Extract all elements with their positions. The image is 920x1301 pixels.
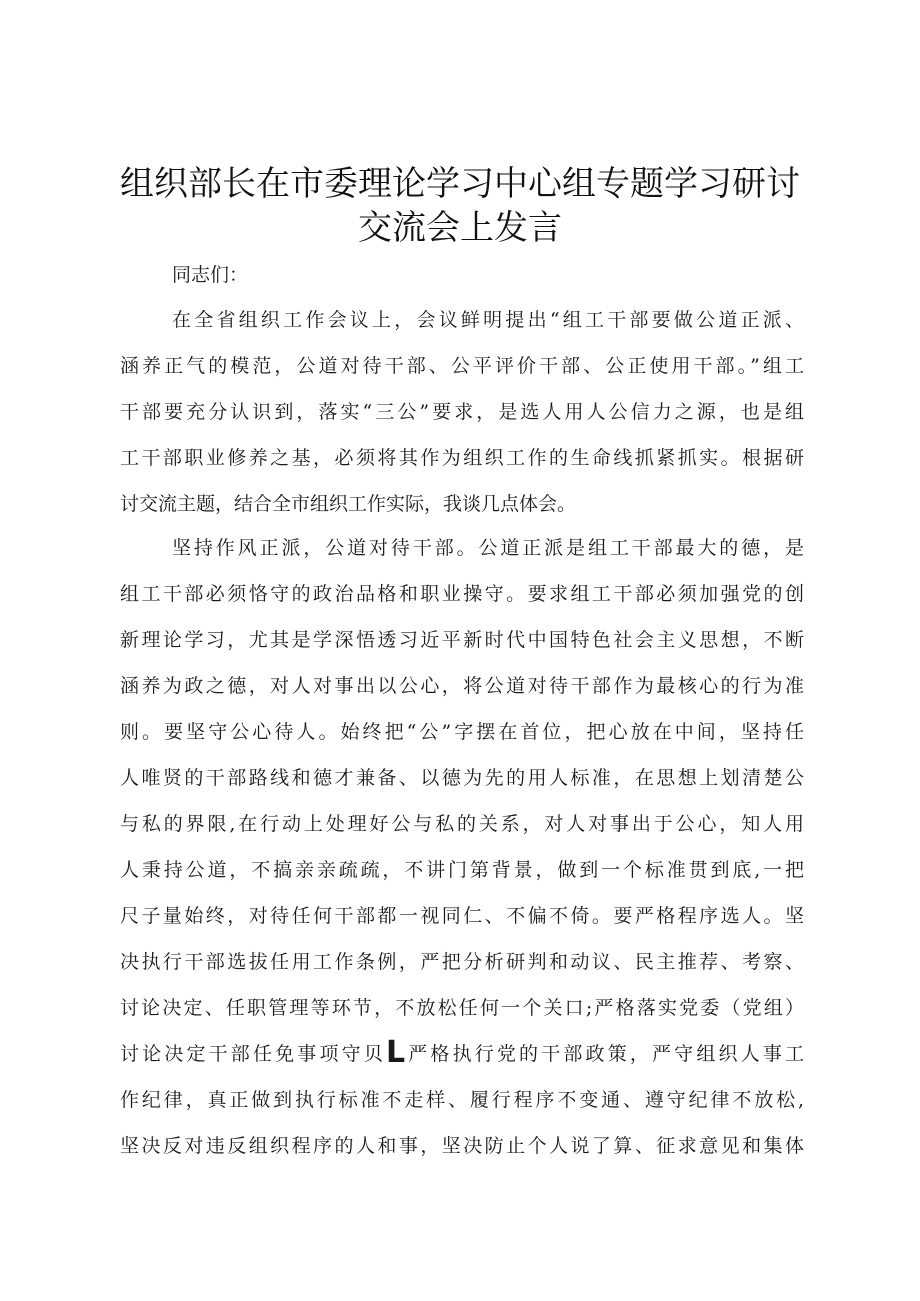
paragraph-2-line: 涵养为政之德，对人对事出以公心，将公道对待干部作为最核心的行为准 <box>120 675 804 697</box>
paragraph-2-line: 与私的界限,在行动上处理好公与私的关系，对人对事出于公心，知人用 <box>120 813 804 835</box>
paragraph-1-line: 在全省组织工作会议上，会议鲜明提出“组工干部要做公道正派、 <box>172 309 804 331</box>
paragraph-2-line: 讨论决定、任职管理等环节，不放松任何一个关口;严格落实党委（党组） <box>120 997 804 1019</box>
paragraph-2-line: 决执行干部选拔任用工作条例，严把分析研判和动议、民主推荐、考察、 <box>120 951 804 973</box>
line-text-before-mark: 讨论决定干部任免事项守贝 <box>120 1043 386 1065</box>
document-title-line-2: 交流会上发言 <box>358 208 562 248</box>
paragraph-1-line: 工干部职业修养之基，必须将其作为组织工作的生命线抓紧抓实。根据研 <box>120 447 804 469</box>
paragraph-2-line: 作纪律，真正做到执行标准不走样、履行程序不变通、遵守纪律不放松, <box>120 1089 804 1111</box>
paragraph-1-line: 涵养正气的模范，公道对待干部、公平评价干部、公正使用干部。”组工 <box>120 355 804 377</box>
stray-l-mark: L <box>385 1039 406 1069</box>
paragraph-1-line: 干部要充分认识到，落实“三公”要求，是选人用人公信力之源，也是组 <box>120 401 804 423</box>
paragraph-1-line: 讨交流主题，结合全市组织工作实际，我谈几点体会。 <box>120 493 577 515</box>
document-title-line-1: 组织部长在市委理论学习中心组专题学习研讨 <box>120 164 800 204</box>
paragraph-2-line: 尺子量始终，对待任何干部都一视同仁、不偏不倚。要严格程序选人。坚 <box>120 905 804 927</box>
paragraph-2-line: 新理论学习，尤其是学深悟透习近平新时代中国特色社会主义思想，不断 <box>120 629 804 651</box>
paragraph-2-line: 则。要坚守公心待人。始终把“公”字摆在首位，把心放在中间，坚持任 <box>120 721 804 743</box>
paragraph-2-line: 坚决反对违反组织程序的人和事，坚决防止个人说了算、征求意见和集体 <box>120 1135 804 1157</box>
line-text-after-mark: 严格执行党的干部政策，严守组织人事工 <box>405 1043 804 1065</box>
paragraph-2-line: 人唯贤的干部路线和德才兼备、以德为先的用人标准，在思想上划清楚公 <box>120 767 804 789</box>
paragraph-2-line: 人秉持公道，不搞亲亲疏疏，不讲门第背景，做到一个标准贯到底,一把 <box>120 859 804 881</box>
paragraph-2-line: 坚持作风正派，公道对待干部。公道正派是组工干部最大的德，是 <box>172 537 804 559</box>
salutation: 同志们： <box>172 264 249 286</box>
paragraph-2-line: 组工干部必须恪守的政治品格和职业操守。要求组工干部必须加强党的创 <box>120 583 804 605</box>
paragraph-2-line-with-mark <box>120 1039 804 1069</box>
